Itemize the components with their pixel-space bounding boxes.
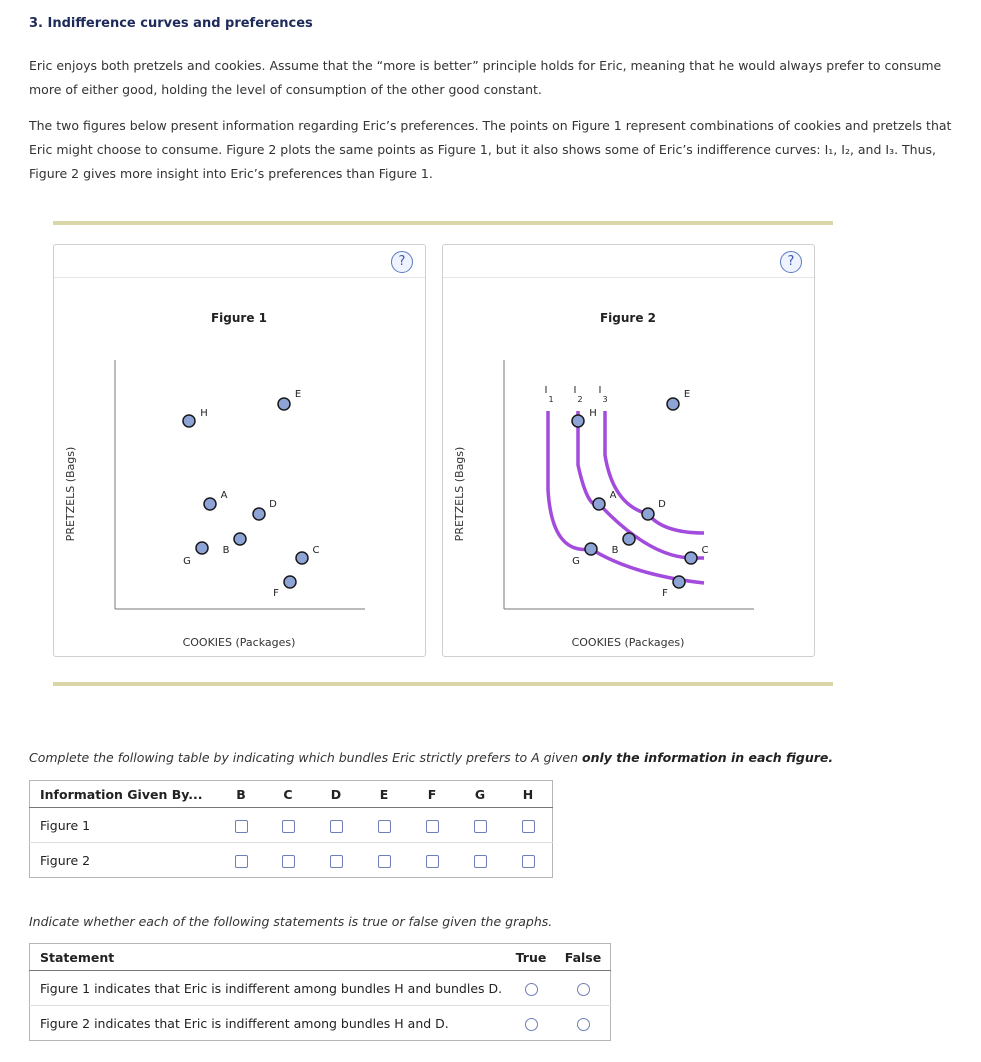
preference-table-header-label: Information Given By... [40, 786, 203, 802]
checkbox-fig2-G[interactable] [474, 855, 487, 868]
figure2-point-D [642, 508, 654, 520]
figure2-label-F: F [662, 588, 668, 599]
col-header-G: G [474, 786, 486, 802]
intro-paragraph: Eric enjoys both pretzels and cookies. Assume that the “more is better” principle holds for Eric, meaning that he would always prefer to consume more of either good, holding the level of consumption of the other good constant. [29, 58, 942, 97]
figure2-label-B: B [611, 545, 619, 556]
figure1-point-A [204, 498, 216, 510]
figure2-curve-label-I2: I [573, 385, 577, 396]
table2-instruction: Indicate whether each of the following statements is true or false given the graphs. [29, 914, 553, 929]
table1-instruction-bold: only the information in each figure. [582, 750, 834, 765]
col-header-B: B [236, 786, 246, 802]
figure2-curve-label-I1: I [544, 385, 548, 396]
checkbox-fig2-H[interactable] [522, 855, 535, 868]
figure2-ylabel: PRETZELS (Bags) [453, 446, 466, 542]
figure1-label-A: A [220, 490, 228, 501]
figure1-point-D [253, 508, 265, 520]
col-header-F: F [427, 786, 437, 802]
radio-statement1-false[interactable] [577, 983, 590, 996]
figure2-point-E [667, 398, 679, 410]
figure2-panel [442, 244, 815, 657]
figure1-point-E [278, 398, 290, 410]
figure1-label-G: G [183, 556, 191, 567]
figure2-curve-sub-1: 1 [548, 395, 554, 404]
figure2-help-button[interactable]: ? [780, 251, 802, 273]
figure2-label-C: C [701, 545, 709, 556]
checkbox-fig2-E[interactable] [378, 855, 391, 868]
checkbox-fig1-C[interactable] [282, 820, 295, 833]
figure1-label-C: C [312, 545, 320, 556]
figure2-curve-sub-2: 2 [577, 395, 583, 404]
figure2-curve-I2 [578, 411, 704, 558]
checkbox-fig2-D[interactable] [330, 855, 343, 868]
figure1-point-H [183, 415, 195, 427]
radio-statement1-true[interactable] [525, 983, 538, 996]
checkbox-fig1-H[interactable] [522, 820, 535, 833]
row-label-figure1: Figure 1 [40, 817, 91, 833]
checkbox-fig1-E[interactable] [378, 820, 391, 833]
table1-instruction [29, 750, 833, 765]
col-header-E: E [379, 786, 389, 802]
figure1-panel [53, 244, 426, 657]
figure2-label-E: E [683, 389, 691, 400]
figure1-point-B [234, 533, 246, 545]
figure1-label-H: H [200, 408, 208, 419]
figure1-label-E: E [294, 389, 302, 400]
table-row [30, 1006, 611, 1041]
figure2-title: Figure 2 [599, 311, 657, 325]
figure1-xlabel: COOKIES (Packages) [182, 636, 296, 649]
figure2-curve-sub-3: 3 [602, 395, 608, 404]
figure1-help-button[interactable]: ? [391, 251, 413, 273]
figure1-point-F [284, 576, 296, 588]
preference-table [29, 780, 553, 878]
figure1-label-D: D [269, 499, 277, 510]
divider-top [53, 221, 833, 225]
checkbox-fig1-D[interactable] [330, 820, 343, 833]
figure1-label-F: F [273, 588, 279, 599]
row-label-figure2: Figure 2 [40, 852, 91, 868]
radio-statement2-false[interactable] [577, 1018, 590, 1031]
col-header-H: H [522, 786, 534, 802]
figure2-point-C [685, 552, 697, 564]
statement-2: Figure 2 indicates that Eric is indifferent among bundles H and D. [40, 1015, 449, 1031]
figure2-label-A: A [609, 490, 617, 501]
figure2-label-H: H [589, 408, 597, 419]
figure1-title: Figure 1 [210, 311, 268, 325]
table-row [30, 808, 553, 843]
figure2-point-A [593, 498, 605, 510]
figure2-point-B [623, 533, 635, 545]
figure2-label-G: G [572, 556, 580, 567]
figure1-point-C [296, 552, 308, 564]
statement-table [29, 943, 611, 1041]
checkbox-fig1-G[interactable] [474, 820, 487, 833]
divider-bottom [53, 682, 833, 686]
preference-table-header [30, 781, 553, 808]
checkbox-fig2-C[interactable] [282, 855, 295, 868]
figure2-point-F [673, 576, 685, 588]
figure2-curve-label-I3: I [598, 385, 602, 396]
figure1-graph [54, 245, 425, 656]
false-header: False [564, 949, 602, 965]
checkbox-fig2-F[interactable] [426, 855, 439, 868]
col-header-C: C [283, 786, 293, 802]
figure2-point-G [585, 543, 597, 555]
statement-table-header [30, 944, 611, 971]
col-header-D: D [330, 786, 342, 802]
figure1-point-G [196, 542, 208, 554]
checkbox-fig1-B[interactable] [235, 820, 248, 833]
figure2-xlabel: COOKIES (Packages) [571, 636, 685, 649]
table-row [30, 843, 553, 878]
table-row [30, 971, 611, 1006]
figure1-ylabel: PRETZELS (Bags) [64, 446, 77, 542]
table1-instruction-text: Complete the following table by indicating which bundles Eric strictly prefers to A given [29, 750, 579, 765]
checkbox-fig1-F[interactable] [426, 820, 439, 833]
statement-1: Figure 1 indicates that Eric is indifferent among bundles H and bundles D. [40, 980, 503, 996]
figure2-graph [443, 245, 814, 656]
statement-header: Statement [40, 949, 115, 965]
question-heading: 3. Indifference curves and preferences [29, 16, 313, 31]
figure2-point-H [572, 415, 584, 427]
figures-description: The two figures below present information regarding Eric’s preferences. The points on Figure 1 represent combinations of cookies and pretzels that Eric might choose to consume. Figure 2 plots the same points as Figure 1, but it also shows some of Eric’s indifference curves: I₁, I₂, and I₃. Thus, Figure 2 gives more insight into Eric’s preferences than Figure 1. [29, 118, 952, 181]
figure2-label-D: D [658, 499, 666, 510]
checkbox-fig2-B[interactable] [235, 855, 248, 868]
radio-statement2-true[interactable] [525, 1018, 538, 1031]
figure1-label-B: B [222, 545, 230, 556]
true-header: True [515, 949, 547, 965]
